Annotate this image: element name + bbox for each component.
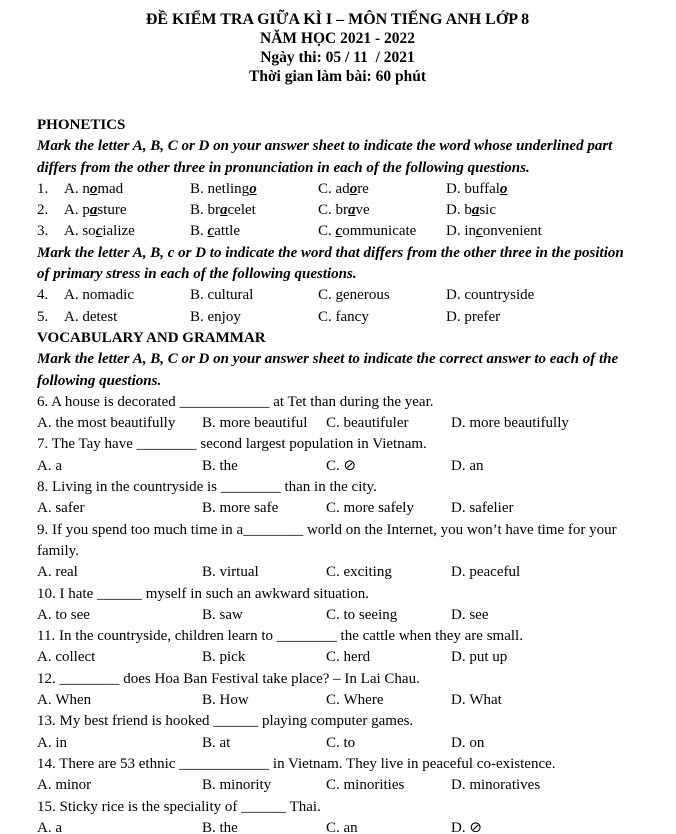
option-letter: A. bbox=[37, 415, 52, 432]
answer-option-a bbox=[64, 179, 190, 200]
underlined-letter: o bbox=[249, 180, 257, 197]
answer-options-row bbox=[37, 498, 638, 519]
option-text: nomadic bbox=[82, 287, 134, 304]
option-text: on bbox=[469, 734, 485, 751]
option-letter: B. bbox=[190, 202, 204, 219]
option-letter: A. bbox=[37, 500, 52, 517]
question-stem: 7. The Tay have ________ second largest population in Vietnam. bbox=[37, 436, 427, 453]
underlined-letter: c bbox=[335, 223, 343, 240]
phonetics-instruction: Mark the letter A, B, C or D on your answer sheet to indicate the word whose underlined part differs from the other three in pronunciation in each of the following questions. bbox=[37, 138, 613, 176]
option-letter: C. bbox=[318, 202, 332, 219]
question-number: 5. bbox=[37, 308, 49, 325]
option-letter: C. bbox=[326, 649, 340, 666]
option-letter: C. bbox=[326, 564, 340, 581]
answer-option-b bbox=[202, 413, 326, 434]
option-letter: D. bbox=[446, 202, 461, 219]
option-letter: A. bbox=[37, 734, 52, 751]
answer-option-a bbox=[37, 456, 202, 477]
answer-options-row bbox=[37, 456, 638, 477]
answer-options-row bbox=[37, 605, 638, 626]
option-letter: A. bbox=[37, 606, 52, 623]
option-letter: A. bbox=[64, 202, 79, 219]
option-letter: A. bbox=[37, 649, 52, 666]
option-text: adore bbox=[335, 180, 369, 197]
option-text: Where bbox=[343, 692, 384, 709]
answer-option-b bbox=[202, 818, 326, 834]
option-letter: D. bbox=[446, 180, 461, 197]
underlined-letter: c bbox=[95, 223, 103, 240]
option-text: virtual bbox=[219, 564, 259, 581]
answer-option-c bbox=[326, 498, 451, 519]
answer-option-d bbox=[451, 562, 638, 583]
question-block bbox=[37, 392, 638, 435]
option-letter: B. bbox=[190, 308, 204, 325]
answer-option-b bbox=[190, 221, 318, 242]
answer-option-c bbox=[318, 307, 446, 328]
option-text: herd bbox=[343, 649, 371, 666]
answer-option-a bbox=[37, 818, 202, 834]
answer-option-d bbox=[451, 733, 638, 754]
answer-options-row bbox=[37, 647, 638, 668]
option-text: an bbox=[343, 819, 358, 834]
option-text: brave bbox=[335, 202, 370, 219]
answer-option-d bbox=[446, 179, 638, 200]
option-text: pick bbox=[219, 649, 246, 666]
option-letter: C. bbox=[326, 457, 340, 474]
answer-option-a bbox=[37, 605, 202, 626]
underlined-letter: o bbox=[499, 180, 508, 197]
answer-option-d bbox=[451, 775, 638, 796]
option-letter: A. bbox=[37, 692, 52, 709]
option-letter: D. bbox=[451, 564, 466, 581]
option-letter: C. bbox=[326, 606, 340, 623]
option-text: ⊘ bbox=[343, 457, 357, 474]
question-number: 3. bbox=[37, 223, 49, 240]
option-text: minority bbox=[219, 777, 272, 794]
option-text: a bbox=[55, 457, 63, 474]
answer-option-b bbox=[202, 690, 326, 711]
vocabulary-instruction: Mark the letter A, B, C or D on your answer sheet to indicate the correct answer to each of the following questions. bbox=[37, 351, 619, 389]
option-text: netlingo bbox=[207, 180, 257, 197]
answer-option-c bbox=[326, 775, 451, 796]
option-letter: A. bbox=[37, 457, 52, 474]
option-text: What bbox=[469, 692, 502, 709]
underlined-letter: a bbox=[89, 202, 98, 219]
option-text: safelier bbox=[469, 500, 514, 517]
question-row bbox=[37, 179, 638, 200]
option-text: basic bbox=[464, 202, 497, 219]
question-stem: 9. If you spend too much time in a________ world on the Internet, you won’t have time for your family. bbox=[37, 521, 621, 559]
option-text: more safe bbox=[219, 500, 279, 517]
option-text: detest bbox=[82, 308, 118, 325]
question-stem: 10. I hate ______ myself in such an awkward situation. bbox=[37, 585, 370, 602]
option-letter: A. bbox=[64, 287, 79, 304]
answer-option-b bbox=[202, 733, 326, 754]
answer-option-b bbox=[190, 285, 318, 306]
question-stem: 11. In the countryside, children learn to ________ the cattle when they are small. bbox=[37, 628, 523, 645]
stress-instruction: Mark the letter A, B, c or D to indicate the word that differs from the other three in the position of primary stress in each of the following questions. bbox=[37, 244, 624, 283]
option-text: real bbox=[55, 564, 78, 581]
option-text: collect bbox=[55, 649, 96, 666]
option-letter: D. bbox=[451, 457, 466, 474]
answer-option-b bbox=[202, 498, 326, 519]
option-text: see bbox=[469, 606, 489, 623]
question-block bbox=[37, 477, 638, 520]
option-text: put up bbox=[469, 649, 508, 666]
exam-body bbox=[37, 115, 638, 834]
answer-option-a bbox=[37, 690, 202, 711]
stress-questions bbox=[37, 285, 638, 328]
question-stem: 8. Living in the countryside is ________ than in the city. bbox=[37, 479, 377, 496]
option-letter: B. bbox=[202, 692, 216, 709]
option-letter: A. bbox=[64, 308, 79, 325]
answer-option-a bbox=[37, 733, 202, 754]
option-letter: A. bbox=[64, 180, 79, 197]
option-letter: A. bbox=[37, 777, 52, 794]
option-letter: D. bbox=[446, 287, 461, 304]
exam-header bbox=[37, 10, 638, 86]
option-text: ⊘ bbox=[469, 819, 482, 834]
option-letter: C. bbox=[326, 734, 340, 751]
option-text: When bbox=[55, 692, 92, 709]
answer-option-b bbox=[202, 562, 326, 583]
underlined-letter: c bbox=[207, 223, 215, 240]
option-text: inconvenient bbox=[464, 223, 542, 240]
question-row bbox=[37, 221, 638, 242]
option-text: fancy bbox=[335, 308, 369, 325]
school-year-line: NĂM HỌC 2021 - 2022 bbox=[260, 30, 415, 47]
option-letter: B. bbox=[190, 287, 204, 304]
answer-option-d bbox=[451, 498, 638, 519]
option-letter: D. bbox=[451, 415, 466, 432]
answer-option-c bbox=[318, 200, 446, 221]
option-text: to see bbox=[55, 606, 90, 623]
option-text: countryside bbox=[464, 287, 535, 304]
question-stem: 6. A house is decorated ____________ at Tet than during the year. bbox=[37, 393, 434, 410]
question-block bbox=[37, 754, 638, 797]
answer-option-c bbox=[326, 690, 451, 711]
option-letter: A. bbox=[64, 223, 79, 240]
option-letter: B. bbox=[202, 500, 216, 517]
option-letter: C. bbox=[326, 500, 340, 517]
answer-option-a bbox=[64, 200, 190, 221]
answer-option-c bbox=[326, 818, 451, 834]
question-block bbox=[37, 669, 638, 712]
question-number: 2. bbox=[37, 202, 49, 219]
option-text: an bbox=[469, 457, 484, 474]
answer-option-b bbox=[190, 179, 318, 200]
option-text: beautifuler bbox=[343, 415, 409, 432]
option-letter: B. bbox=[202, 649, 216, 666]
option-text: a bbox=[55, 819, 63, 834]
answer-options-row bbox=[37, 690, 638, 711]
answer-option-b bbox=[190, 307, 318, 328]
vocabulary-section-title: VOCABULARY AND GRAMMAR bbox=[37, 329, 266, 346]
option-letter: D. bbox=[451, 606, 466, 623]
question-block bbox=[37, 434, 638, 477]
answer-option-c bbox=[326, 647, 451, 668]
answer-options-row bbox=[37, 733, 638, 754]
option-letter: D. bbox=[451, 819, 466, 834]
answer-option-d bbox=[451, 605, 638, 626]
option-letter: B. bbox=[202, 777, 216, 794]
option-text: enjoy bbox=[207, 308, 241, 325]
underlined-letter: o bbox=[89, 180, 98, 197]
answer-option-d bbox=[446, 221, 638, 242]
underlined-letter: o bbox=[349, 180, 358, 197]
option-letter: B. bbox=[202, 457, 216, 474]
question-number: 4. bbox=[37, 287, 49, 304]
option-text: the bbox=[219, 819, 238, 834]
answer-option-a bbox=[64, 307, 190, 328]
option-letter: C. bbox=[326, 415, 340, 432]
answer-options-row bbox=[37, 775, 638, 796]
answer-option-d bbox=[451, 647, 638, 668]
option-text: saw bbox=[219, 606, 243, 623]
option-text: bracelet bbox=[207, 202, 256, 219]
option-text: to bbox=[343, 734, 356, 751]
answer-option-b bbox=[190, 200, 318, 221]
answer-option-a bbox=[37, 498, 202, 519]
option-text: more beautifully bbox=[469, 415, 569, 432]
option-text: cattle bbox=[207, 223, 241, 240]
answer-option-c bbox=[326, 733, 451, 754]
option-letter: D. bbox=[451, 692, 466, 709]
phonetics-section-title: PHONETICS bbox=[37, 117, 126, 133]
answer-option-b bbox=[202, 647, 326, 668]
answer-option-b bbox=[202, 605, 326, 626]
answer-option-a bbox=[64, 221, 190, 242]
option-text: in bbox=[55, 734, 68, 751]
exam-title: ĐỀ KIỂM TRA GIỮA KÌ I – MÔN TIẾNG ANH LỚP 8 bbox=[145, 11, 530, 28]
underlined-letter: a bbox=[220, 202, 228, 219]
option-text: the bbox=[219, 457, 238, 474]
option-letter: D. bbox=[446, 308, 461, 325]
option-letter: A. bbox=[37, 564, 52, 581]
question-block bbox=[37, 520, 638, 584]
option-text: nomad bbox=[82, 180, 124, 197]
answer-option-b bbox=[202, 456, 326, 477]
answer-option-a bbox=[37, 647, 202, 668]
question-block bbox=[37, 711, 638, 754]
answer-option-a bbox=[37, 562, 202, 583]
option-letter: C. bbox=[326, 819, 340, 834]
answer-option-d bbox=[451, 690, 638, 711]
option-text: at bbox=[219, 734, 231, 751]
question-block bbox=[37, 584, 638, 627]
option-text: prefer bbox=[464, 308, 501, 325]
answer-option-a bbox=[64, 285, 190, 306]
option-text: buffalo bbox=[464, 180, 508, 197]
option-letter: C. bbox=[318, 180, 332, 197]
answer-option-d bbox=[446, 285, 638, 306]
option-text: communicate bbox=[335, 223, 417, 240]
question-row bbox=[37, 200, 638, 221]
option-letter: D. bbox=[451, 734, 466, 751]
answer-option-a bbox=[37, 775, 202, 796]
option-letter: B. bbox=[202, 606, 216, 623]
answer-option-d bbox=[451, 413, 638, 434]
option-text: more safely bbox=[343, 500, 414, 517]
option-letter: D. bbox=[451, 500, 466, 517]
answer-option-d bbox=[446, 200, 638, 221]
vocabulary-questions bbox=[37, 392, 638, 834]
question-row bbox=[37, 307, 638, 328]
option-text: the most beautifully bbox=[55, 415, 176, 432]
answer-option-b bbox=[202, 775, 326, 796]
option-text: minoratives bbox=[469, 777, 541, 794]
question-row bbox=[37, 285, 638, 306]
answer-options-row bbox=[37, 413, 638, 434]
option-letter: B. bbox=[202, 564, 216, 581]
option-letter: B. bbox=[202, 734, 216, 751]
question-stem: 12. ________ does Hoa Ban Festival take place? – In Lai Chau. bbox=[37, 670, 420, 687]
option-text: exciting bbox=[343, 564, 392, 581]
answer-option-c bbox=[318, 285, 446, 306]
option-letter: C. bbox=[326, 777, 340, 794]
option-text: minorities bbox=[343, 777, 405, 794]
option-text: generous bbox=[335, 287, 390, 304]
answer-option-c bbox=[326, 562, 451, 583]
option-text: cultural bbox=[207, 287, 254, 304]
answer-option-c bbox=[318, 179, 446, 200]
option-text: peaceful bbox=[469, 564, 521, 581]
option-letter: C. bbox=[318, 287, 332, 304]
option-text: pasture bbox=[82, 202, 127, 219]
answer-option-d bbox=[451, 818, 638, 834]
answer-option-c bbox=[318, 221, 446, 242]
underlined-letter: a bbox=[471, 202, 480, 219]
underlined-letter: c bbox=[476, 223, 483, 240]
exam-date-line: Ngày thi: 05 / 11 / 2021 bbox=[260, 49, 415, 66]
option-letter: B. bbox=[190, 223, 204, 240]
option-text: more beautiful bbox=[219, 415, 308, 432]
question-block bbox=[37, 797, 638, 834]
answer-option-d bbox=[451, 456, 638, 477]
option-letter: D. bbox=[451, 777, 466, 794]
answer-option-c bbox=[326, 413, 451, 434]
option-letter: D. bbox=[446, 223, 461, 240]
answer-options-row bbox=[37, 818, 638, 834]
question-stem: 15. Sticky rice is the speciality of ______ Thai. bbox=[37, 798, 321, 815]
answer-option-c bbox=[326, 456, 451, 477]
answer-option-d bbox=[446, 307, 638, 328]
option-letter: D. bbox=[451, 649, 466, 666]
question-stem: 13. My best friend is hooked ______ playing computer games. bbox=[37, 713, 414, 730]
option-letter: A. bbox=[37, 819, 52, 834]
option-letter: B. bbox=[202, 819, 216, 834]
option-letter: C. bbox=[326, 692, 340, 709]
question-stem: 14. There are 53 ethnic ____________ in Vietnam. They live in peaceful co-existence. bbox=[37, 755, 556, 772]
option-text: to seeing bbox=[343, 606, 398, 623]
option-text: How bbox=[219, 692, 249, 709]
option-letter: B. bbox=[190, 180, 204, 197]
exam-duration-line: Thời gian làm bài: 60 phút bbox=[249, 68, 426, 85]
option-text: safer bbox=[55, 500, 85, 517]
answer-option-a bbox=[37, 413, 202, 434]
option-letter: C. bbox=[318, 308, 332, 325]
underlined-letter: a bbox=[348, 202, 356, 219]
answer-option-c bbox=[326, 605, 451, 626]
option-letter: C. bbox=[318, 223, 332, 240]
option-text: minor bbox=[55, 777, 92, 794]
option-text: socialize bbox=[82, 223, 135, 240]
option-letter: B. bbox=[202, 415, 216, 432]
answer-options-row bbox=[37, 562, 638, 583]
question-block bbox=[37, 626, 638, 669]
question-number: 1. bbox=[37, 180, 49, 197]
phonetics-questions bbox=[37, 179, 638, 243]
